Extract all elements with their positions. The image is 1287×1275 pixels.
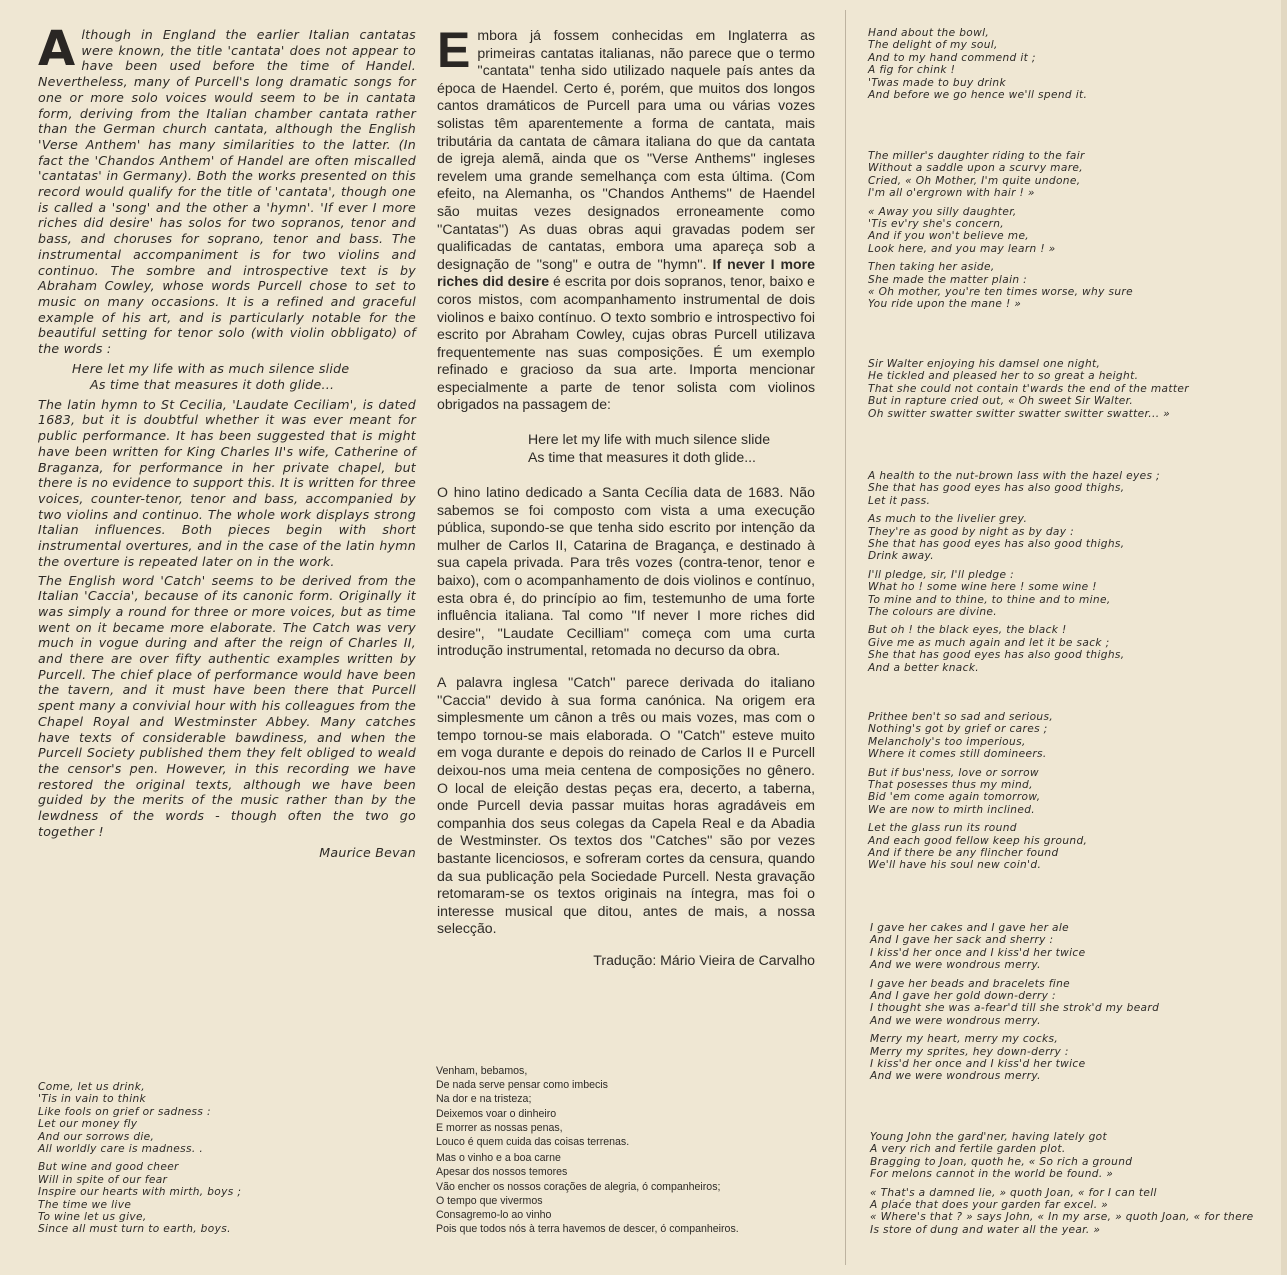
essay-pt-paragraph-1: Embora já fossem conhecidas em Inglaterra as primeiras cantatas italianas, não parece que o termo ''cantata'' tenha sido utilizado naquele país antes da época de Haendel. Certo é, porém, que muitos dos longos cantos dramáticos de Purcell para uma ou várias vozes solistas têm aparentemente a forma de cantata, mais tributária da cantata de câmara italiana do que da cantata de igreja alemã, ainda que os ''Verse Anthems'' ingleses revelem uma grande semelhança com esta última. (Com efeito, na Alemanha, os ''Chandos Anthems'' de Haendel são muitas vezes designados erroneamente como ''Cantatas'') As duas obras aqui gravadas podem ser qualificadas de cantatas, embora uma apareça sob a designação de ''song'' e outra de ''hymn''. If never I more riches did desire é escrita por dois sopranos, tenor, baixo e coros mistos, com acompanhamento instrumental de dois violinos e baixo contínuo. O texto sombrio e introspectivo foi escrito por Abraham Cowley, cujas obras Purcell utilizava frequentemente nas suas composições. É um exemplo refinado e gracioso da sua arte. Importa mencionar especialmente a parte de tenor solista com violinos obrigados na passagem de: [437, 22, 815, 413]
lyric-hand-about-the-bowl: Hand about the bowl, The delight of my soul, And to my hand commend it ; A fig for chink ! 'Twas made to buy drink And before we go hence we'll spend it. [868, 27, 1088, 102]
quoted-verse: Here let my life with as much silence slide As time that measures it doth glide... [72, 360, 350, 392]
quoted-verse: Here let my life with much silence slide As time that measures it doth glide... [528, 431, 771, 466]
essay-pt-paragraph-3: A palavra inglesa ''Catch'' parece derivada do italiano ''Caccia'' devido à sua forma canónica. Na origem era simplesmente um cânon a três ou mais vozes, mas com o tempo tornou-se mais elaborada. O ''Catch'' esteve muito em voga durante e depois do reinado de Carlos II e Purcell deixou-nos uma meia centena de composições no gênero. O local de eleição destas peças era, decerto, a taberna, onde Purcell devia passar muitas horas agradáveis em companhia dos seus colegas da Capela Real e da Abadia de Westminster. Os textos dos ''Catches'' são por vezes bastante licenciosos, e sofreram cortes da censura, quando da sua publicação pela Sociedade Purcell. Nesta gravação retomaram-se os textos originais na íntegra, mas foi o interesse musical que ditou, antes de mais, a nossa selecção. [437, 674, 815, 937]
lyric-a-health-to-the-nut-brown-lass: A health to the nut-brown lass with the hazel eyes ; She that has good eyes has also good thighs, Let it pass. As much to the livelier grey. They're as good by night as by day : She that has good eyes has also good thighs, Drink away. I'll pledge, sir, I'll pledge : What ho ! some wine here ! some wine ! To mine and to thine, to thine and to mine, The colours are divine. But oh ! the black eyes, the black ! Give me as much again and let it be sack ; She that has good eyes has also good thighs, And a better knack. [868, 470, 1160, 674]
essay-en-paragraph-2: The latin hymn to St Cecilia, 'Laudate Ceciliam', is dated 1683, but it is doubtful whether it was ever meant for public performance. It has been suggested that is might have been written for King Charles II's wife, Catherine of Braganza, for performance in her private chapel, but there is no evidence to support this. It is written for three voices, counter-tenor, tenor and bass, accompanied by two violins and continuo. The whole work displays strong Italian influences. Both pieces begin with short instrumental overtures, and in the case of the latin hymn the overture is repeated later on in the work. [38, 396, 416, 569]
lyric-sir-walter: Sir Walter enjoying his damsel one night, He tickled and pleased her to so great a height. That she could not contain t'wards the end of the matter But in rapture cried out, « Oh sweet Sir Walter. Oh switter swatter switter swatter switter swatter... » [868, 358, 1189, 420]
drop-cap: A [38, 21, 76, 77]
translator-credit: Tradução: Mário Vieira de Carvalho [593, 951, 815, 968]
essay-en-paragraph-1: Although in England the earlier Italian cantatas were known, the title 'cantata' does not appear to have been used before the time of Handel. Nevertheless, many of Purcell's long dramatic songs for one or more solo voices would seem to be in cantata form, deriving from the Italian chamber cantata rather than the German church cantata, although the English 'Verse Anthem' has many similarities to the latter. (In fact the 'Chandos Anthem' of Handel are often miscalled 'cantatas' in Germany). Both the works presented on this record would qualify for the title of 'cantata', though one is called a 'song' and the other a 'hymn'. 'If ever I more riches did desire' has solos for two sopranos, tenor and bass, and choruses for soprano, tenor and bass. The instrumental accompaniment is for two violins and continuo. The sombre and introspective text is by Abraham Cowley, whose words Purcell chose to set to music on many occasions. It is a refined and graceful example of his art, and is particularly notable for the beautiful setting for tenor solo (with violin obbligato) of the words : [38, 21, 416, 357]
lyric-venham-bebamos: Venham, bebamos, De nada serve pensar como imbecis Na dor e na tristeza; Deixemos voar o dinheiro E morrer as nossas penas, Louco é quem cuida das coisas terrenas. Mas o vinho e a boa carne Apesar dos nossos temores Vão encher os nossos corações de alegria, ó companheiros; O tempo que vivermos Consagremo-lo ao vinho Pois que todos nós à terra havemos de descer, ó companheiros. [436, 1065, 739, 1236]
essay-portuguese [437, 22, 815, 970]
page-edge [1281, 0, 1287, 1275]
essay-pt-paragraph-2: O hino latino dedicado a Santa Cecília data de 1683. Não sabemos se foi composto com vista a uma execução pública, supondo-se que tenha sido escrito por intenção da mulher de Carlos II, Catarina de Bragança, e destinado à sua capela privada. Para três vozes (contra-tenor, tenor e baixo), com o acompanhamento de dois violinos e contínuo, esta obra é, do princípio ao fim, testemunho de uma forte influência italiana. Tal como ''If never I more riches did desire'', ''Laudate Cecilliam'' começa com uma curta introdução instrumental, retomada no decurso da obra. [437, 484, 815, 659]
essay-english [38, 21, 416, 861]
work-title: If never I more riches did desire [437, 255, 815, 290]
author-signature: Maurice Bevan [319, 845, 416, 861]
column-divider [845, 10, 846, 1265]
lyric-come-let-us-drink: Come, let us drink, 'Tis in vain to think Like fools on grief or sadness : Let our money fly And our sorrows die, All worldly care is madness. . But wine and good cheer Will in spite of our fear Inspire our hearts with mirth, boys ; The time we live To wine let us give, Since all must turn to earth, boys. [38, 1081, 242, 1236]
lyric-young-john-the-gardner: Young John the gard'ner, having lately got A very rich and fertile garden plot. Bragging to Joan, quoth he, « So rich a ground For melons cannot in the world be found. » « That's a damned lie, » quoth Joan, « for I can tell A plaće that does your garden far excel. » « Where's that ? » says John, « In my arse, » quoth Joan, « for there Is store of dung and water all the year. » [870, 1131, 1254, 1236]
lyric-prithee-bent-so-sad: Prithee ben't so sad and serious, Nothing's got by grief or cares ; Melancholy's too imperious, Where it comes still domineers. But if bus'ness, love or sorrow That posesses thus my mind, Bid 'em come again tomorrow, We are now to mirth inclined. Let the glass run its round And each good fellow keep his ground, And if there be any flincher found We'll have his soul new coin'd. [868, 711, 1088, 872]
lyric-i-gave-her-cakes: I gave her cakes and I gave her ale And I gave her sack and sherry : I kiss'd her once and I kiss'd her twice And we were wondrous merry. I gave her beads and bracelets fine And I gave her gold down-derry : I thought she was a-fear'd till she strok'd my beard And we were wondrous merry. Merry my heart, merry my cocks, Merry my sprites, hey down-derry : I kiss'd her once and I kiss'd her twice And we were wondrous merry. [870, 922, 1160, 1083]
lyric-millers-daughter: The miller's daughter riding to the fair Without a saddle upon a scurvy mare, Cried, « Oh Mother, I'm quite undone, I'm all o'ergrown with hair ! » « Away you silly daughter, 'Tis ev'ry she's concern, And if you won't believe me, Look here, and you may learn ! » Then taking her aside, She made the matter plain : « Oh mother, you're ten times worse, why sure You ride upon the mane ! » [868, 150, 1133, 311]
drop-cap: E [437, 22, 471, 78]
essay-en-paragraph-3: The English word 'Catch' seems to be derived from the Italian 'Caccia', because of its canonic form. Originally it was simply a round for three or more voices, but as time went on it became more elaborate. The Catch was very much in vogue during and after the reign of Charles II, and there are over fifty authentic examples written by Purcell. The chief place of performance would have been the tavern, and it must have been there that Purcell spent many a convivial hour with his colleagues from the Chapel Royal and Westminster Abbey. Many catches have texts of considerable bawdiness, and when the Purcell Society published them they felt obliged to weald the censor's pen. However, in this recording we have restored the original texts, although we have been guided by the merits of the music rather than by the lewdness of the words - though often the two go together ! [38, 572, 416, 839]
